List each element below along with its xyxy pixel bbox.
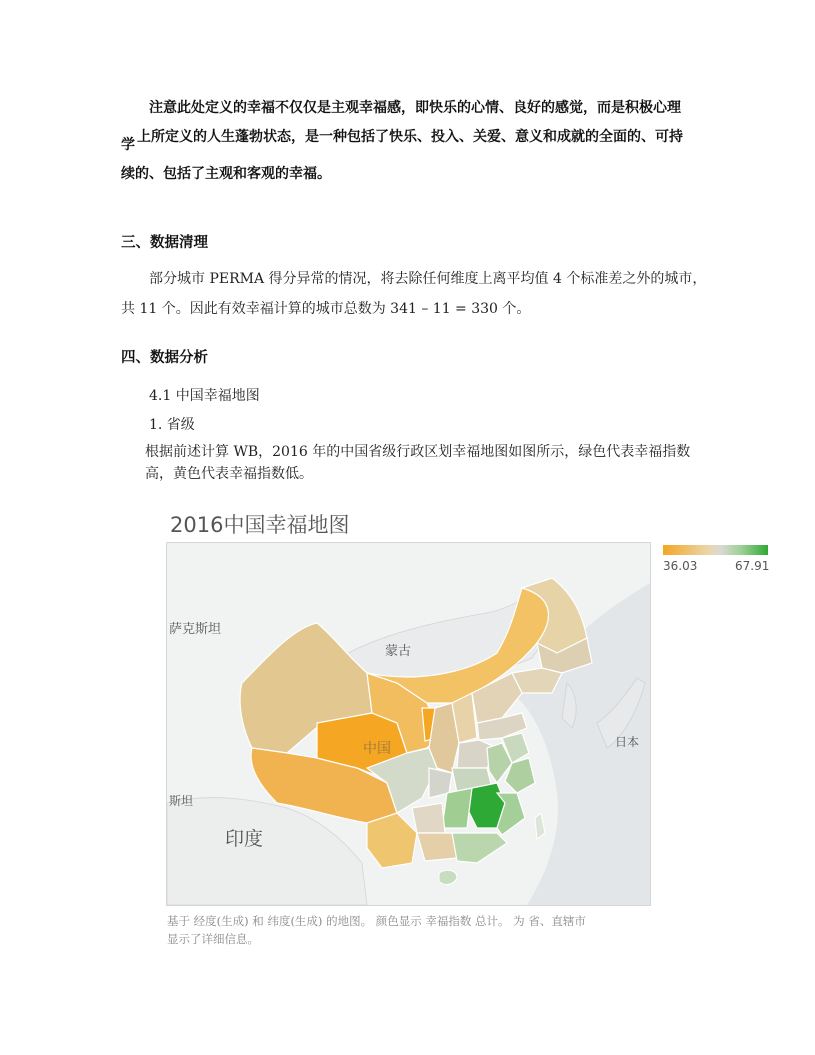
intro-line-2-prefix: 学 <box>121 137 135 153</box>
subsection-provincial: 1. 省级 <box>149 417 195 433</box>
label-india: 印度 <box>225 828 264 850</box>
section-4-para-line-2: 高，黄色代表幸福指数低。 <box>145 466 313 482</box>
province-guizhou <box>412 803 445 833</box>
section-4-para-line-1: 根据前述计算 WB，2016 年的中国省级行政区划幸福地图如图所示，绿色代表幸福指数 <box>145 444 691 460</box>
section-3-heading: 三、数据清理 <box>121 235 208 251</box>
intro-line-2: 上所定义的人生蓬勃状态，是一种包括了快乐、投入、关爱、意义和成就的全面的、可持 <box>137 129 683 145</box>
map-canvas <box>167 543 650 905</box>
province-hainan <box>439 870 457 884</box>
section-4-heading: 四、数据分析 <box>121 350 208 366</box>
subsection-4-1: 4.1 中国幸福地图 <box>149 388 260 404</box>
map-title: 2016中国幸福地图 <box>170 513 350 537</box>
label-mongolia: 蒙古 <box>385 644 412 659</box>
map-caption-line-1: 基于 经度(生成) 和 纬度(生成) 的地图。 颜色显示 幸福指数 总计。 为 省、直辖市 <box>167 914 586 928</box>
legend-max-label: 67.91 <box>735 559 770 573</box>
intro-line-3: 续的、包括了主观和客观的幸福。 <box>121 166 331 182</box>
china-happiness-map[interactable] <box>166 542 651 906</box>
section-3-line-2: 共 11 个。因此有效幸福计算的城市总数为 341 – 11 = 330 个。 <box>121 301 531 317</box>
province-hunan <box>442 788 472 828</box>
label-japan: 日本 <box>615 735 640 749</box>
map-caption-line-2: 显示了详细信息。 <box>167 932 259 946</box>
legend-min-label: 36.03 <box>663 559 698 573</box>
legend-color-bar <box>663 545 768 555</box>
label-china: 中国 <box>363 741 391 757</box>
section-3-line-1: 部分城市 PERMA 得分异常的情况，将去除任何维度上离平均值 4 个标准差之外的城市， <box>149 271 707 287</box>
label-kazakhstan: 萨克斯坦 <box>169 622 222 637</box>
intro-line-1: 注意此处定义的幸福不仅仅是主观幸福感，即快乐的心情、良好的感觉，而是积极心理 <box>149 100 681 116</box>
label-stan: 斯坦 <box>169 794 194 808</box>
